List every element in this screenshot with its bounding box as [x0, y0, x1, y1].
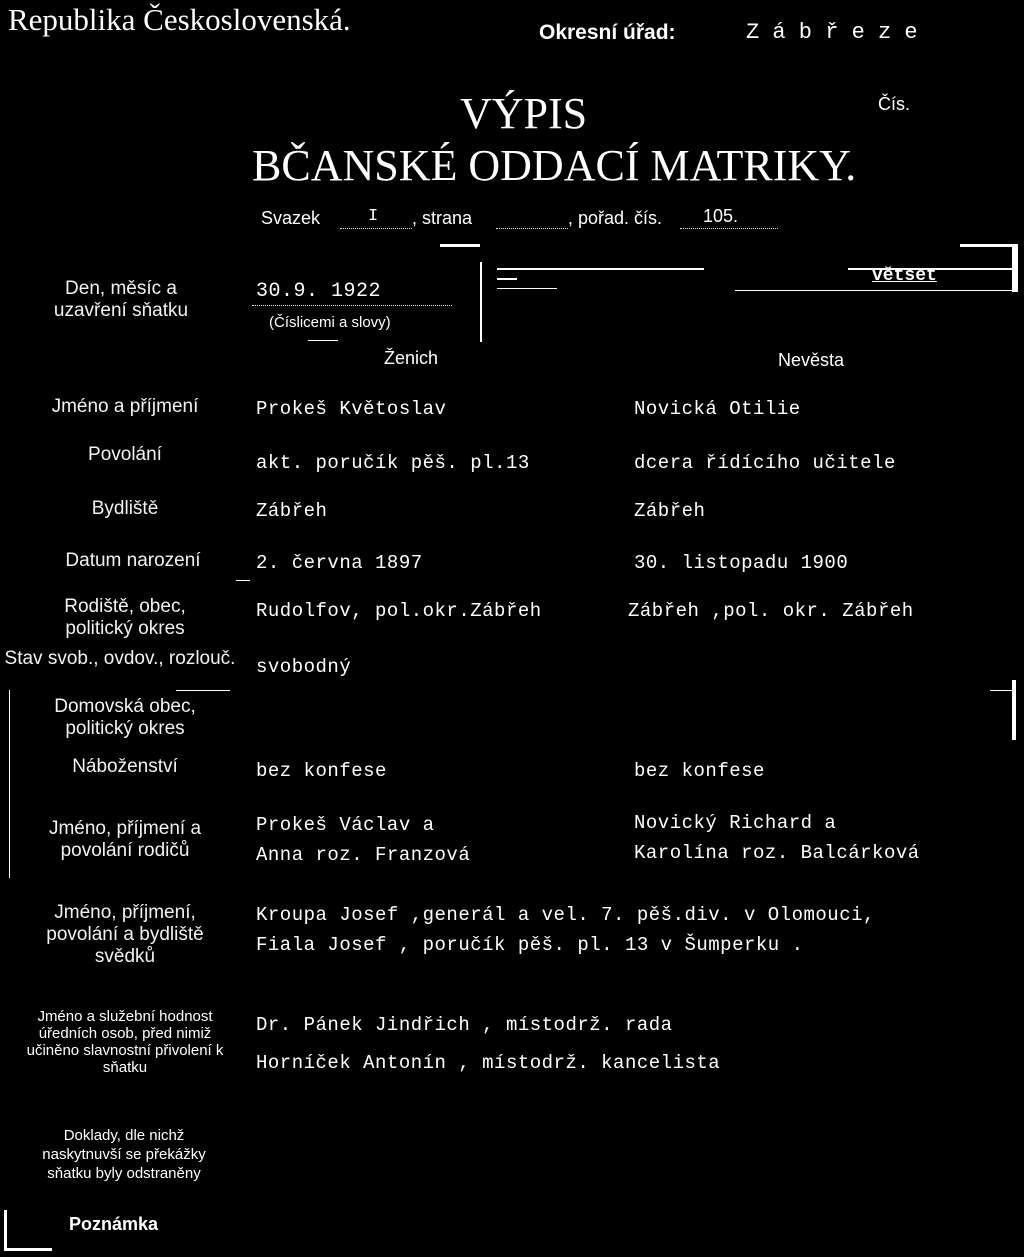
witnesses-label: Jméno, příjmení, povolání a bydliště svědků — [46, 902, 204, 967]
witness-line-1: Kroupa Josef ,generál a vel. 7. pěš.div. v Olomouci, — [256, 904, 875, 926]
groom-residence: Zábřeh — [256, 500, 328, 522]
witness-line-2: Fiala Josef , poručík pěš. pl. 13 v Šumperku . — [256, 934, 804, 956]
bride-birthdate: 30. listopadu 1900 — [634, 552, 849, 574]
volume-label: Svazek — [261, 208, 321, 228]
row-parents-label: Jméno, příjmení a povolání rodičů — [48, 818, 202, 861]
republic-title: Republika Československá. — [8, 2, 351, 37]
office-label: Okresní úřad: — [539, 21, 676, 44]
bride-occupation: dcera řídícího učitele — [634, 452, 896, 474]
bride-column-header: Nevěsta — [778, 350, 845, 370]
groom-birthdate: 2. června 1897 — [256, 552, 423, 574]
number-label: Čís. — [878, 94, 911, 114]
row-name-label: Jméno a příjmení — [51, 396, 199, 417]
bride-name: Novická Otilie — [634, 398, 801, 420]
note-label: Poznámka — [69, 1214, 159, 1234]
row-birthplace-label: Rodiště, obec, politický okres — [64, 596, 186, 639]
groom-religion: bez konfese — [256, 760, 387, 782]
bride-religion: bez konfese — [634, 760, 765, 782]
document-title-line1: VÝPIS — [460, 89, 588, 138]
bride-parents: Novický Richard a Karolína roz. Balcárková — [634, 812, 920, 864]
groom-parents: Prokeš Václav a Anna roz. Franzová — [256, 814, 471, 866]
office-value: Z á b ř e z e — [746, 20, 918, 45]
groom-name: Prokeš Květoslav — [256, 398, 447, 420]
groom-birthplace: Rudolfov, pol.okr.Zábřeh — [256, 600, 542, 622]
groom-column-header: Ženich — [384, 348, 439, 368]
volume-value: I — [368, 207, 379, 226]
bride-residence: Zábřeh — [634, 500, 706, 522]
row-status-label: Stav svob., ovdov., rozlouč. — [4, 648, 236, 669]
documents-label: Doklady, dle nichž naskytnuvší se překážky sňatku byly odstraněny — [42, 1127, 206, 1182]
row-birthdate-label: Datum narození — [65, 550, 201, 571]
groom-occupation: akt. poručík pěš. pl.13 — [256, 452, 530, 474]
groom-status: svobodný — [256, 656, 352, 678]
document-title-line2: BČANSKÉ ODDACÍ MATRIKY. — [252, 141, 857, 190]
marriage-date-value: 30.9. 1922 — [256, 280, 382, 303]
official-line-2: Horníček Antonín , místodrž. kancelista — [256, 1052, 721, 1074]
marriage-date-label: Den, měsíc a uzavření sňatku — [53, 278, 189, 321]
order-label: , pořad. čís. — [568, 208, 663, 228]
order-value: 105. — [703, 206, 739, 226]
row-occupation-label: Povolání — [88, 444, 162, 465]
row-religion-label: Náboženství — [72, 756, 178, 777]
row-residence-label: Bydliště — [91, 498, 159, 519]
officials-label: Jméno a služební hodnost úředních osob, před nimiž učiněno slavnostní přivolení k sňatku — [26, 1008, 224, 1076]
row-domicile-label: Domovská obec, politický okres — [54, 696, 196, 739]
page-label: , strana — [412, 208, 473, 228]
marriage-date-hint: (Číslicemi a slovy) — [269, 314, 391, 331]
bride-birthplace: Zábřeh ,pol. okr. Zábřeh — [628, 600, 914, 622]
official-line-1: Dr. Pánek Jindřich , místodrž. rada — [256, 1014, 673, 1036]
stamp-mark: větset — [872, 266, 937, 286]
